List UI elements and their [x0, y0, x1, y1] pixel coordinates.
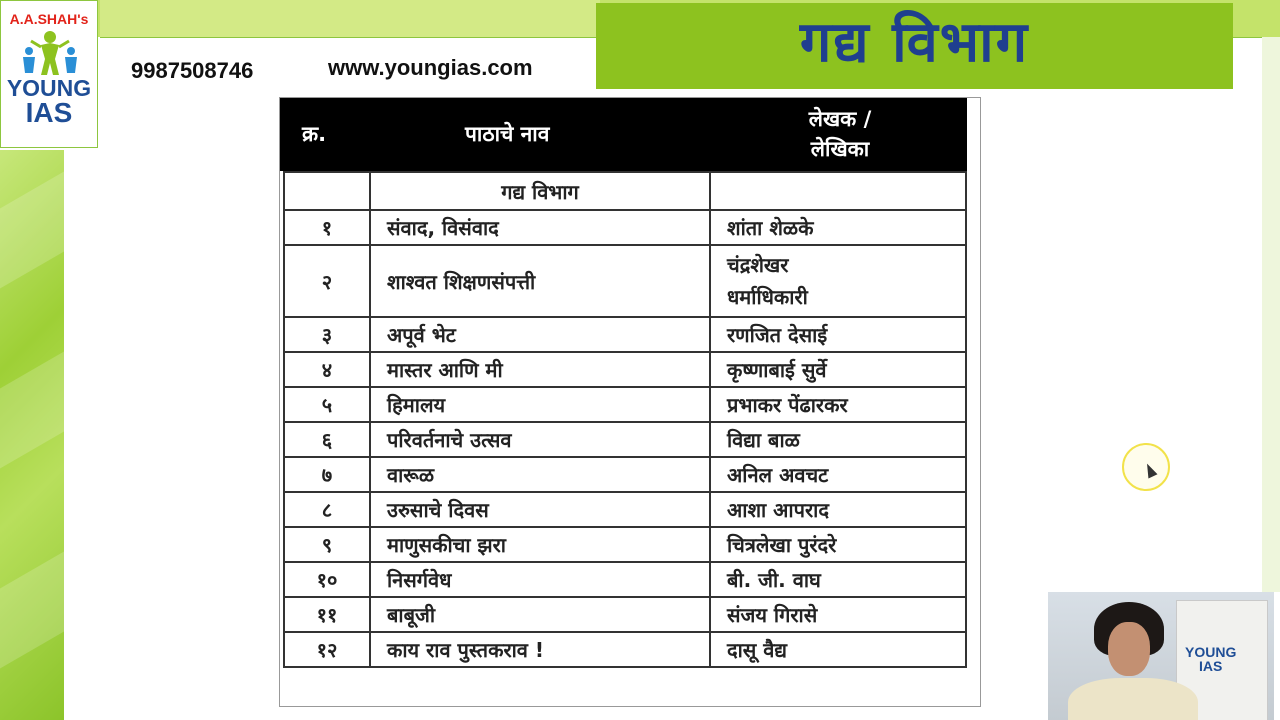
lesson-name: अपूर्व भेट: [370, 317, 710, 352]
header-author-line2: लेखिका: [810, 137, 870, 161]
phone-number: 9987508746: [131, 58, 254, 83]
lesson-name: मास्तर आणि मी: [370, 352, 710, 387]
table-row: [284, 352, 966, 387]
table-row: [284, 632, 966, 667]
lesson-name: वारूळ: [370, 457, 710, 492]
lesson-name: उरुसाचे दिवस: [370, 492, 710, 527]
lesson-name: परिवर्तनाचे उत्सव: [370, 422, 710, 457]
lesson-name: माणुसकीचा झरा: [370, 527, 710, 562]
lesson-table-image: [279, 97, 981, 707]
table-row: [284, 457, 966, 492]
lesson-name: बाबूजी: [370, 597, 710, 632]
row-number: ७: [284, 457, 370, 492]
author-name: शांता शेळके: [710, 210, 966, 245]
lesson-name: शाश्वत शिक्षणसंपत्ती: [370, 245, 710, 317]
table-header: [280, 98, 967, 171]
row-number: २: [284, 245, 370, 317]
lesson-name: निसर्गवेध: [370, 562, 710, 597]
row-number: ११: [284, 597, 370, 632]
section-row: [284, 172, 966, 210]
header-lesson-name: पाठाचे नाव: [465, 122, 550, 146]
author-name: कृष्णाबाई सुर्वे: [710, 352, 966, 387]
row-number: ९: [284, 527, 370, 562]
author-name: आशा आपराद: [710, 492, 966, 527]
logo-top-text: A.A.SHAH's: [9, 11, 89, 27]
lesson-name: काय राव पुस्तकराव !: [370, 632, 710, 667]
young-ias-logo: [0, 0, 98, 148]
presenter-face: [1108, 622, 1150, 676]
row-number: १: [284, 210, 370, 245]
header-author: [785, 104, 895, 164]
header-serial: क्र.: [302, 122, 327, 146]
table-row: [284, 527, 966, 562]
logo-young-text: YOUNG: [6, 75, 92, 101]
table-row: [284, 245, 966, 317]
table-row: [284, 210, 966, 245]
webcam-poster-logo: YOUNG IAS: [1185, 644, 1237, 674]
table-row: [284, 317, 966, 352]
table-row: [284, 562, 966, 597]
header-author-line1: लेखक /: [808, 107, 872, 131]
row-number: ६: [284, 422, 370, 457]
row-number: ८: [284, 492, 370, 527]
table-row: [284, 422, 966, 457]
author-name-line2: धर्माधिकारी: [727, 285, 808, 309]
lesson-name: संवाद, विसंवाद: [370, 210, 710, 245]
table-row: [284, 492, 966, 527]
section-label: गद्य विभाग: [370, 172, 710, 210]
author-name: रणजित देसाई: [710, 317, 966, 352]
table-row: [284, 387, 966, 422]
presenter-body: [1068, 678, 1198, 720]
author-name: अनिल अवचट: [710, 457, 966, 492]
left-decor-band: [0, 150, 64, 720]
author-name: चित्रलेखा पुरंदरे: [710, 527, 966, 562]
top-decor-band-light: [100, 0, 600, 37]
lesson-name: हिमालय: [370, 387, 710, 422]
row-number: ४: [284, 352, 370, 387]
author-name-line1: चंद्रशेखर: [727, 253, 789, 277]
row-number: ५: [284, 387, 370, 422]
website-url: www.youngias.com: [328, 55, 533, 80]
people-icon: [1, 29, 97, 77]
table-row: [284, 597, 966, 632]
slide-title: गद्य विभाग: [799, 10, 1030, 75]
lesson-table: [283, 171, 967, 668]
row-number: ३: [284, 317, 370, 352]
author-name: संजय गिरासे: [710, 597, 966, 632]
row-number: १०: [284, 562, 370, 597]
author-name: [710, 245, 966, 317]
author-name: प्रभाकर पेंढारकर: [710, 387, 966, 422]
author-name: दासू वैद्य: [710, 632, 966, 667]
author-name: विद्या बाळ: [710, 422, 966, 457]
title-banner: [596, 3, 1233, 89]
logo-ias-text: IAS: [25, 97, 73, 128]
right-decor-band: [1262, 37, 1280, 592]
row-number: १२: [284, 632, 370, 667]
author-name: बी. जी. वाघ: [710, 562, 966, 597]
presenter-webcam: [1048, 592, 1274, 720]
